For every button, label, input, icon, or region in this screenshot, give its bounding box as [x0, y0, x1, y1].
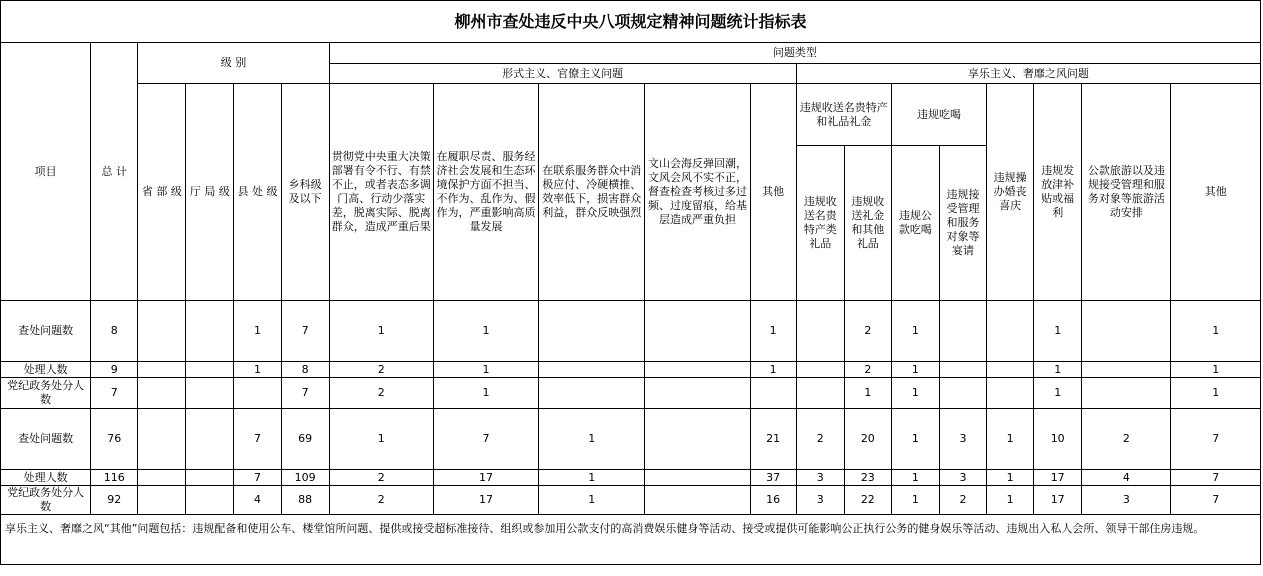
cell: 69 [281, 409, 329, 470]
cell [750, 378, 796, 409]
cell: 1 [1034, 301, 1082, 362]
cell: 7 [234, 409, 281, 470]
cell: 8 [91, 301, 138, 362]
cell: 17 [1034, 486, 1082, 515]
cell [138, 362, 186, 378]
cell [645, 301, 750, 362]
table-title: 柳州市查处违反中央八项规定精神问题统计指标表 [1, 1, 1261, 43]
table-row [1, 409, 1261, 470]
cell [987, 301, 1034, 362]
cell: 2 [796, 409, 844, 470]
table-row [1, 378, 1261, 409]
cell: 1 [1171, 301, 1261, 362]
cell: 1 [433, 301, 538, 362]
cell: 1 [891, 301, 939, 362]
cell: 4 [1082, 470, 1171, 486]
cell: 2 [844, 362, 891, 378]
cell: 2 [329, 362, 433, 378]
cell [234, 378, 281, 409]
cell [138, 486, 186, 515]
cell: 17 [1034, 470, 1082, 486]
cell [796, 378, 844, 409]
cell [138, 470, 186, 486]
table-row [1, 486, 1261, 515]
cell [645, 486, 750, 515]
cell: 1 [433, 362, 538, 378]
cell [539, 362, 645, 378]
cell [186, 486, 234, 515]
cell: 7 [1171, 409, 1261, 470]
header-gift-money: 违规收送礼金和其他礼品 [844, 146, 891, 301]
cell: 1 [891, 362, 939, 378]
cell: 1 [1171, 362, 1261, 378]
header-level-township: 乡科级及以下 [281, 84, 329, 301]
header-level-province: 省 部 级 [138, 84, 186, 301]
cell: 1 [1034, 362, 1082, 378]
cell: 76 [91, 409, 138, 470]
cell: 1 [329, 409, 433, 470]
cell: 88 [281, 486, 329, 515]
cell: 2 [329, 486, 433, 515]
cell [796, 301, 844, 362]
row-label: 党纪政务处分人数 [1, 378, 91, 409]
cell: 17 [433, 470, 538, 486]
cell: 92 [91, 486, 138, 515]
cell: 3 [939, 470, 986, 486]
cell: 7 [281, 301, 329, 362]
cell: 37 [750, 470, 796, 486]
header-hedonism: 享乐主义、奢靡之风问题 [796, 64, 1260, 84]
table-row [1, 362, 1261, 378]
cell [186, 409, 234, 470]
cell: 20 [844, 409, 891, 470]
header-level-department: 厅 局 级 [186, 84, 234, 301]
header-wedding-funeral: 违规操办婚丧喜庆 [987, 84, 1034, 301]
header-formalism: 形式主义、官僚主义问题 [329, 64, 796, 84]
cell [1082, 301, 1171, 362]
cell: 116 [91, 470, 138, 486]
cell [939, 362, 986, 378]
cell: 1 [844, 378, 891, 409]
cell [987, 378, 1034, 409]
cell: 22 [844, 486, 891, 515]
cell: 10 [1034, 409, 1082, 470]
header-formalism-1: 贯彻党中央重大决策部署有令不行、有禁不止，或者表态多调门高、行动少落实差，脱离实际、脱离群众，造成严重后果 [329, 84, 433, 301]
cell: 1 [234, 362, 281, 378]
cell: 1 [539, 409, 645, 470]
cell: 109 [281, 470, 329, 486]
footnote: 享乐主义、奢靡之风“其他”问题包括：违规配备和使用公车、楼堂馆所问题、提供或接受超标准接待、组织或参加用公款支付的高消费娱乐健身等活动、接受或提供可能影响公正执行公务的健身娱乐等活动、违规出入私人会所、领导干部住房违规。 [1, 515, 1261, 565]
cell [987, 362, 1034, 378]
header-level-county: 县 处 级 [234, 84, 281, 301]
cell: 1 [750, 362, 796, 378]
cell [186, 362, 234, 378]
cell: 2 [939, 486, 986, 515]
cell: 4 [234, 486, 281, 515]
cell: 7 [1171, 486, 1261, 515]
header-level: 级 别 [138, 43, 329, 84]
header-gift-group: 违规收送名贵特产和礼品礼金 [796, 84, 891, 146]
cell: 1 [234, 301, 281, 362]
cell: 1 [891, 470, 939, 486]
cell: 3 [796, 486, 844, 515]
cell [939, 301, 986, 362]
header-problem-type: 问题类型 [329, 43, 1260, 64]
cell [138, 409, 186, 470]
cell: 1 [1034, 378, 1082, 409]
cell: 7 [91, 378, 138, 409]
cell [1082, 362, 1171, 378]
cell: 2 [329, 470, 433, 486]
cell: 16 [750, 486, 796, 515]
cell [138, 301, 186, 362]
header-accept-banquet: 违规接受管理和服务对象等宴请 [939, 146, 986, 301]
cell: 1 [891, 409, 939, 470]
row-label: 党纪政务处分人数 [1, 486, 91, 515]
cell: 1 [539, 470, 645, 486]
cell: 2 [844, 301, 891, 362]
cell [796, 362, 844, 378]
header-total: 总 计 [91, 43, 138, 301]
cell [186, 301, 234, 362]
cell: 2 [329, 378, 433, 409]
cell [645, 362, 750, 378]
cell: 8 [281, 362, 329, 378]
cell [539, 301, 645, 362]
header-dining-group: 违规吃喝 [891, 84, 986, 146]
cell: 1 [891, 486, 939, 515]
header-formalism-other: 其他 [750, 84, 796, 301]
row-label: 处理人数 [1, 470, 91, 486]
cell: 7 [433, 409, 538, 470]
cell: 21 [750, 409, 796, 470]
cell [539, 378, 645, 409]
cell: 23 [844, 470, 891, 486]
cell: 1 [433, 378, 538, 409]
header-formalism-4: 文山会海反弹回潮，文风会风不实不正，督查检查考核过多过频、过度留痕，给基层造成严重负担 [645, 84, 750, 301]
cell: 3 [796, 470, 844, 486]
header-gift-specialty: 违规收送名贵特产类礼品 [796, 146, 844, 301]
cell [1082, 378, 1171, 409]
cell: 3 [939, 409, 986, 470]
table-row [1, 301, 1261, 362]
cell: 1 [750, 301, 796, 362]
row-label: 查处问题数 [1, 301, 91, 362]
cell: 1 [891, 378, 939, 409]
cell: 2 [1082, 409, 1171, 470]
cell: 7 [281, 378, 329, 409]
cell [186, 378, 234, 409]
cell: 7 [1171, 470, 1261, 486]
cell: 1 [1171, 378, 1261, 409]
cell [645, 470, 750, 486]
cell [138, 378, 186, 409]
header-tourism: 公款旅游以及违规接受管理和服务对象等旅游活动安排 [1082, 84, 1171, 301]
header-item: 项目 [1, 43, 91, 301]
table-row [1, 470, 1261, 486]
row-label: 处理人数 [1, 362, 91, 378]
cell [186, 470, 234, 486]
cell: 1 [987, 470, 1034, 486]
cell: 9 [91, 362, 138, 378]
header-hedonism-other: 其他 [1171, 84, 1261, 301]
header-formalism-2: 在履职尽责、服务经济社会发展和生态环境保护方面不担当、不作为、乱作为、假作为，严重影响高质量发展 [433, 84, 538, 301]
cell: 17 [433, 486, 538, 515]
row-label: 查处问题数 [1, 409, 91, 470]
cell [645, 409, 750, 470]
header-formalism-3: 在联系服务群众中消极应付、冷硬横推、效率低下，损害群众利益，群众反映强烈 [539, 84, 645, 301]
cell: 3 [1082, 486, 1171, 515]
cell: 1 [987, 486, 1034, 515]
cell: 1 [987, 409, 1034, 470]
header-subsidy: 违规发放津补贴或福利 [1034, 84, 1082, 301]
cell [645, 378, 750, 409]
cell: 1 [329, 301, 433, 362]
cell: 1 [539, 486, 645, 515]
cell [939, 378, 986, 409]
header-public-dining: 违规公款吃喝 [891, 146, 939, 301]
cell: 7 [234, 470, 281, 486]
